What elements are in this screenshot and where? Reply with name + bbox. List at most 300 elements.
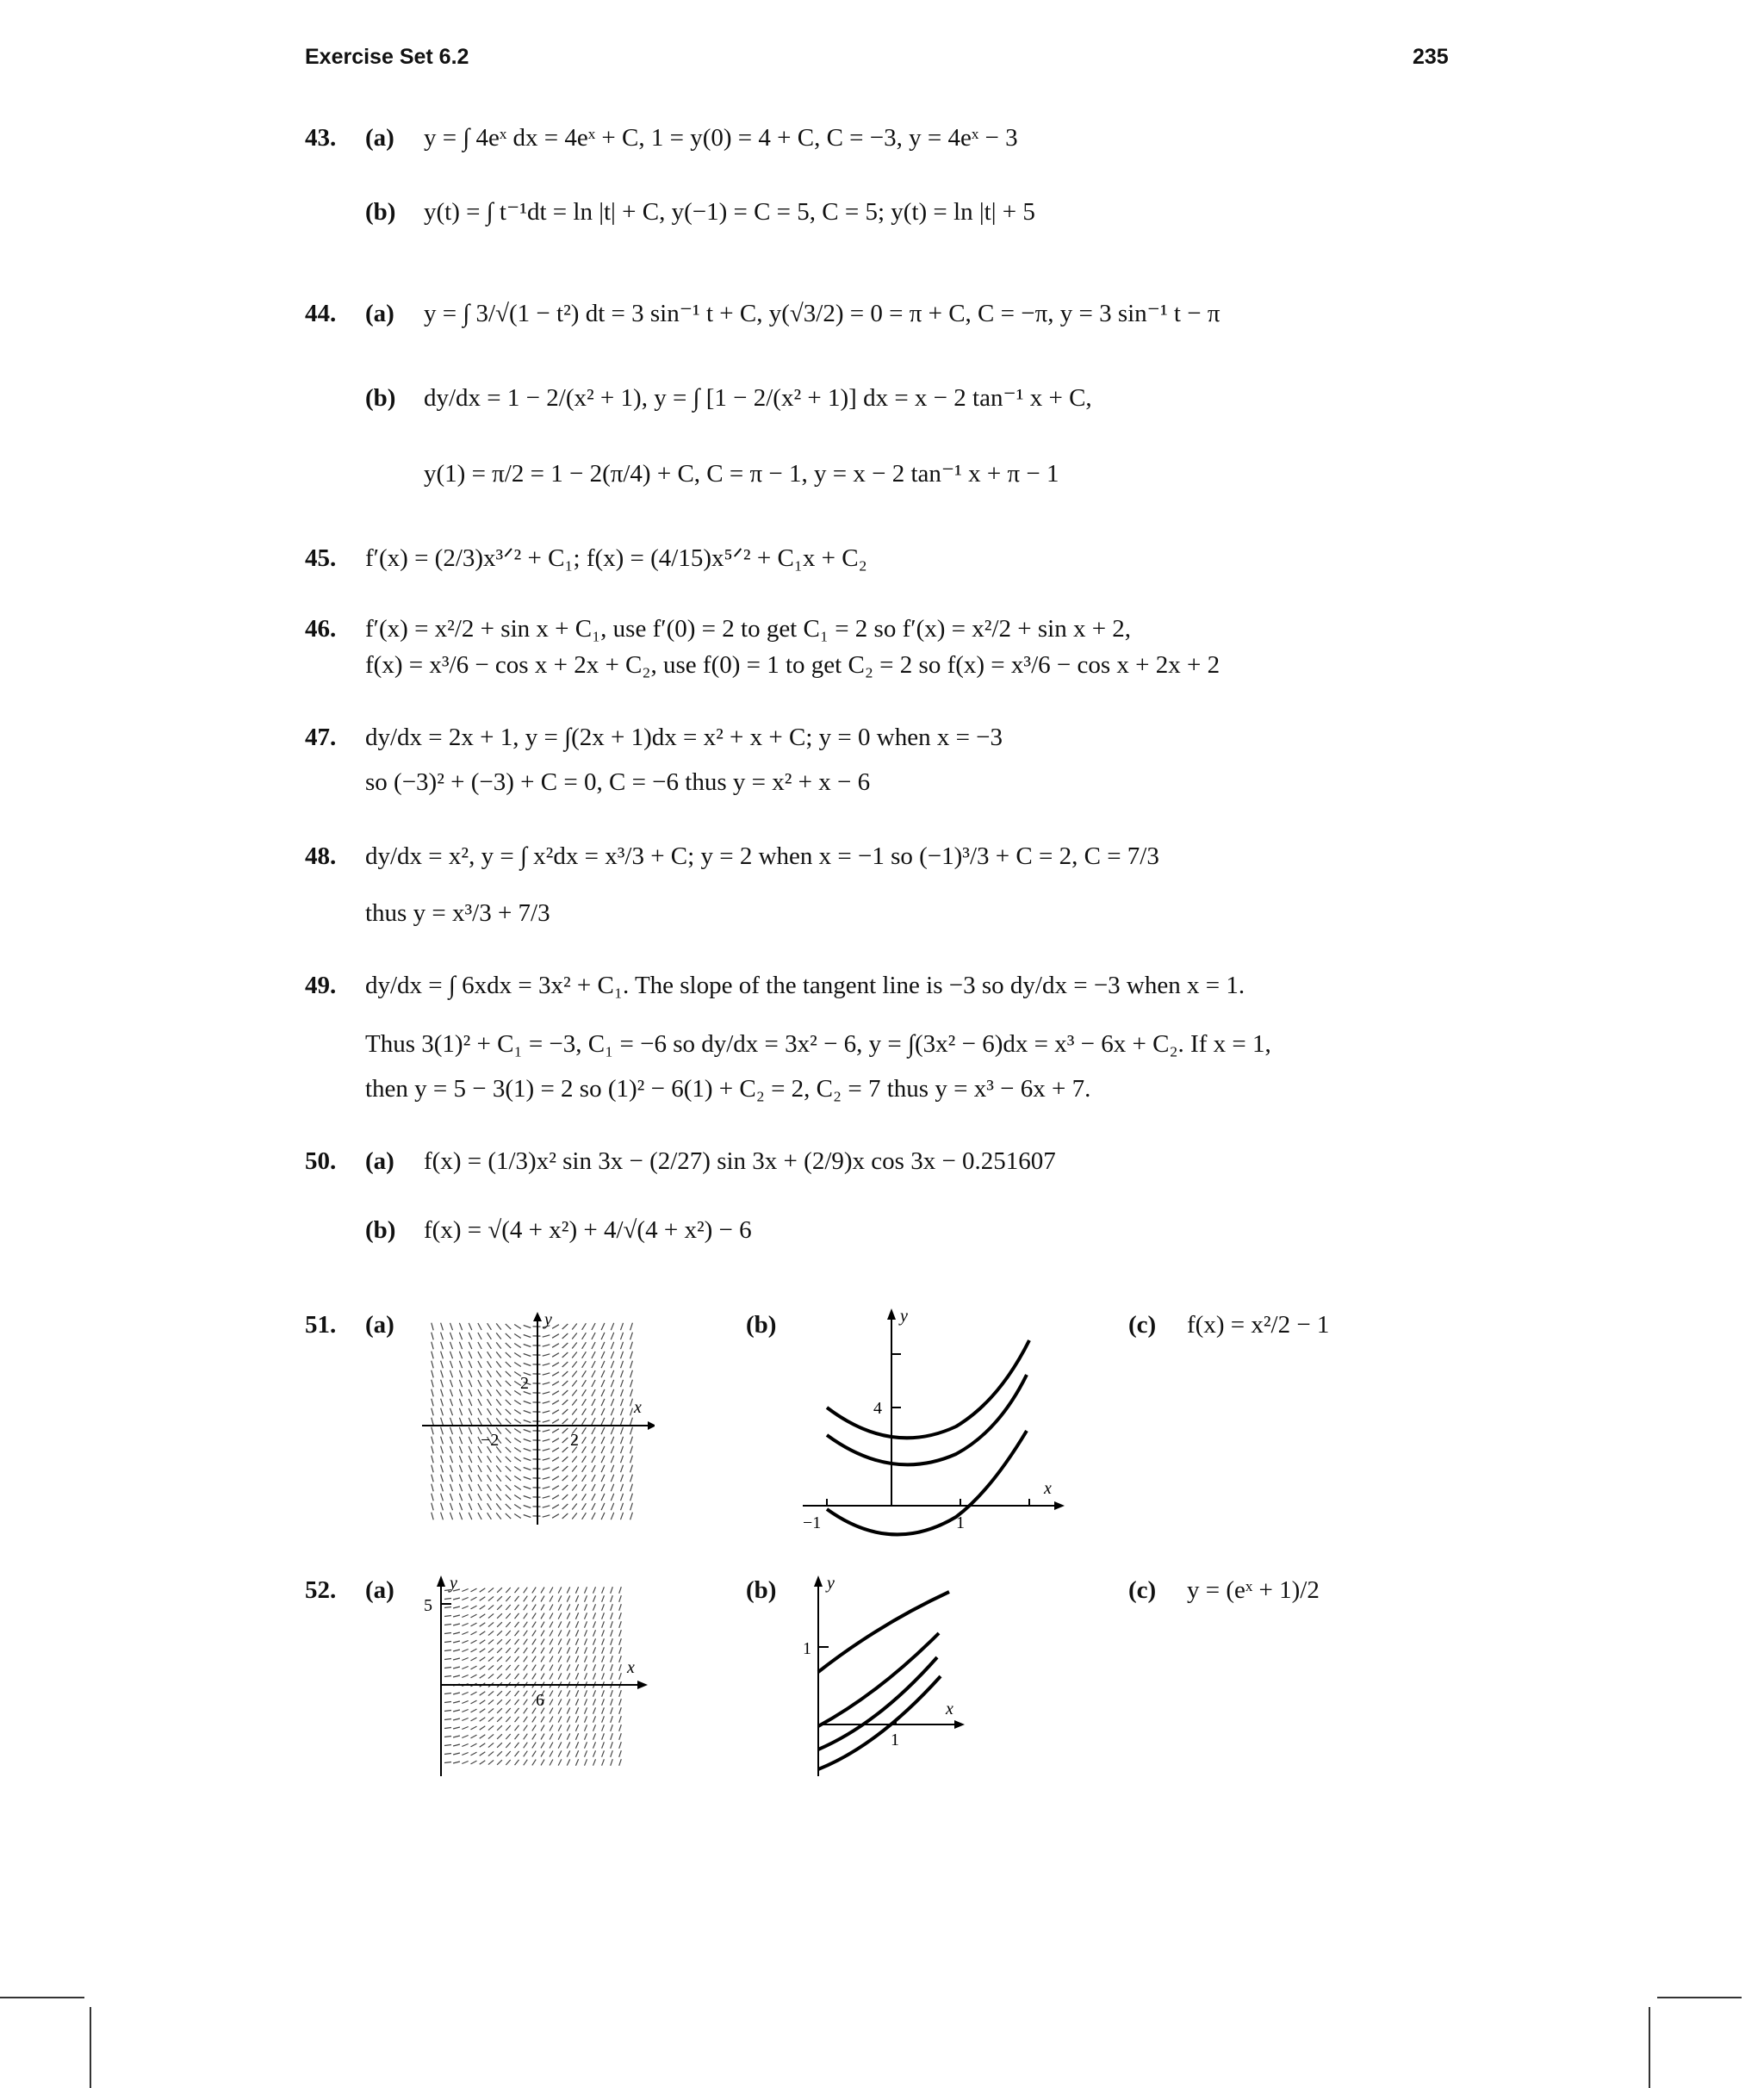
slope-segment bbox=[575, 1647, 578, 1653]
slope-segment bbox=[550, 1613, 553, 1619]
slope-segment bbox=[469, 1427, 472, 1434]
slope-segment bbox=[592, 1380, 595, 1387]
slope-segment bbox=[459, 1389, 462, 1396]
slope-segment bbox=[602, 1664, 605, 1670]
slope-segment bbox=[619, 1587, 622, 1594]
slope-segment bbox=[488, 1613, 494, 1618]
slope-segment bbox=[611, 1595, 613, 1602]
slope-segment bbox=[592, 1494, 595, 1501]
slope-segment bbox=[611, 1699, 613, 1706]
slope-segment bbox=[432, 1342, 433, 1350]
slope-segment bbox=[444, 1668, 451, 1669]
slope-segment bbox=[593, 1613, 596, 1619]
slope-segment bbox=[462, 1641, 468, 1644]
slope-segment bbox=[575, 1664, 578, 1670]
tick-label: 4 bbox=[873, 1399, 882, 1418]
slope-segment bbox=[515, 1613, 519, 1619]
slope-segment bbox=[575, 1656, 578, 1662]
slope-segment bbox=[562, 1513, 568, 1519]
slope-segment bbox=[532, 1743, 536, 1749]
problem-number: 44. bbox=[305, 300, 337, 327]
slope-segment bbox=[432, 1323, 433, 1331]
slope-segment bbox=[543, 1345, 550, 1346]
slope-segment bbox=[562, 1343, 568, 1348]
slope-segment bbox=[441, 1456, 444, 1463]
slope-segment bbox=[541, 1631, 544, 1637]
slope-segment bbox=[478, 1361, 481, 1368]
slope-segment bbox=[558, 1604, 562, 1610]
slope-segment bbox=[552, 1410, 559, 1414]
slope-segment bbox=[462, 1762, 468, 1764]
slope-segment bbox=[478, 1370, 481, 1377]
slope-segment bbox=[567, 1604, 569, 1610]
slope-segment bbox=[462, 1701, 468, 1704]
slope-segment bbox=[630, 1418, 633, 1426]
slope-segment bbox=[515, 1743, 519, 1748]
slope-segment bbox=[619, 1759, 622, 1766]
slope-segment bbox=[567, 1647, 569, 1653]
slope-segment bbox=[550, 1751, 553, 1757]
slope-segment bbox=[601, 1513, 605, 1519]
slope-segment bbox=[471, 1597, 477, 1600]
slope-segment bbox=[558, 1724, 562, 1731]
crop-mark bbox=[0, 1997, 84, 1998]
slope-segment bbox=[450, 1370, 453, 1377]
slope-segment bbox=[450, 1494, 453, 1501]
slope-segment bbox=[506, 1513, 511, 1519]
slope-segment bbox=[524, 1354, 531, 1357]
slope-segment bbox=[602, 1690, 605, 1696]
solution-line: dy/dx = x², y = ∫ x²dx = x³/3 + C; y = 2 when x = −1 so (−1)³/3 + C = 2, C = 7/3 bbox=[365, 842, 1159, 870]
slope-segment bbox=[432, 1333, 433, 1340]
slope-segment bbox=[593, 1699, 596, 1705]
slope-segment bbox=[469, 1361, 472, 1368]
slope-segment bbox=[602, 1656, 605, 1662]
slope-segment bbox=[453, 1658, 460, 1660]
slope-field-51a bbox=[422, 1309, 655, 1525]
slope-segment bbox=[630, 1465, 633, 1473]
slope-segment bbox=[611, 1361, 613, 1368]
slope-segment bbox=[497, 1665, 502, 1670]
slope-segment bbox=[582, 1323, 587, 1330]
slope-segment bbox=[611, 1742, 613, 1749]
slope-segment bbox=[444, 1650, 451, 1651]
slope-segment bbox=[453, 1727, 460, 1729]
slope-segment bbox=[562, 1390, 568, 1395]
slope-segment bbox=[552, 1353, 559, 1358]
slope-segment bbox=[450, 1333, 453, 1339]
slope-segment bbox=[453, 1762, 460, 1763]
slope-segment bbox=[575, 1699, 578, 1705]
slope-segment bbox=[558, 1742, 562, 1748]
slope-segment bbox=[506, 1648, 510, 1653]
slope-segment bbox=[469, 1352, 472, 1358]
slope-segment bbox=[514, 1334, 521, 1339]
slope-segment bbox=[621, 1333, 624, 1339]
solution-line: f(x) = x²/2 − 1 bbox=[1187, 1311, 1330, 1339]
slope-segment bbox=[593, 1733, 596, 1739]
slope-segment bbox=[550, 1656, 553, 1662]
slope-segment bbox=[592, 1456, 595, 1463]
part-label: (b) bbox=[365, 384, 396, 412]
slope-segment bbox=[496, 1370, 501, 1376]
slope-segment bbox=[444, 1599, 451, 1600]
slope-segment bbox=[572, 1409, 577, 1415]
slope-segment bbox=[524, 1411, 531, 1414]
slope-segment bbox=[619, 1630, 622, 1637]
slope-segment bbox=[611, 1427, 613, 1434]
slope-segment bbox=[619, 1733, 622, 1740]
slope-segment bbox=[611, 1437, 613, 1444]
slope-segment bbox=[506, 1343, 511, 1348]
slope-segment bbox=[541, 1656, 544, 1662]
slope-segment bbox=[619, 1595, 622, 1602]
slope-segment bbox=[630, 1380, 633, 1388]
slope-segment bbox=[582, 1503, 587, 1510]
slope-segment bbox=[567, 1630, 569, 1636]
slope-segment bbox=[524, 1674, 528, 1680]
slope-segment bbox=[450, 1418, 453, 1425]
slope-segment bbox=[441, 1503, 444, 1511]
slope-segment bbox=[543, 1411, 550, 1413]
tick-label: 2 bbox=[570, 1431, 579, 1450]
slope-segment bbox=[601, 1333, 605, 1339]
slope-segment bbox=[441, 1342, 444, 1350]
slope-segment bbox=[469, 1456, 472, 1463]
slope-segment bbox=[611, 1389, 613, 1396]
slope-segment bbox=[497, 1674, 502, 1679]
slope-segment bbox=[478, 1494, 481, 1501]
slope-segment bbox=[575, 1604, 578, 1610]
slope-segment bbox=[552, 1439, 559, 1443]
slope-segment bbox=[593, 1724, 596, 1731]
solution-line: y(t) = ∫ t⁻¹dt = ln |t| + C, y(−1) = C = 5, C = 5; y(t) = ln |t| + 5 bbox=[424, 198, 1035, 226]
slope-segment bbox=[582, 1399, 587, 1406]
slope-segment bbox=[515, 1734, 519, 1739]
slope-segment bbox=[593, 1690, 596, 1696]
page-number: 235 bbox=[1413, 45, 1449, 69]
slope-segment bbox=[558, 1716, 562, 1722]
slope-segment bbox=[496, 1380, 501, 1386]
slope-segment bbox=[524, 1335, 531, 1338]
slope-segment bbox=[585, 1638, 587, 1644]
slope-segment bbox=[592, 1437, 595, 1444]
slope-segment bbox=[567, 1690, 569, 1696]
slope-segment bbox=[488, 1475, 492, 1482]
slope-segment bbox=[469, 1465, 472, 1472]
slope-segment bbox=[601, 1370, 605, 1377]
slope-segment bbox=[592, 1342, 595, 1349]
slope-segment bbox=[515, 1665, 519, 1670]
slope-segment bbox=[524, 1449, 531, 1451]
slope-segment bbox=[543, 1439, 550, 1441]
slope-segment bbox=[602, 1750, 605, 1756]
slope-segment bbox=[471, 1657, 477, 1661]
solution-line: f(x) = (1/3)x² sin 3x − (2/27) sin 3x + (2/9)x cos 3x − 0.251607 bbox=[424, 1147, 1056, 1175]
slope-segment bbox=[619, 1690, 622, 1697]
slope-segment bbox=[611, 1716, 613, 1723]
part-label: (b) bbox=[365, 198, 396, 226]
slope-segment bbox=[488, 1743, 494, 1747]
slope-segment bbox=[453, 1693, 460, 1694]
slope-segment bbox=[630, 1333, 633, 1340]
slope-segment bbox=[582, 1513, 587, 1519]
slope-segment bbox=[592, 1389, 595, 1396]
slope-segment bbox=[441, 1399, 444, 1407]
slope-segment bbox=[611, 1418, 613, 1425]
slope-segment bbox=[524, 1345, 531, 1347]
slope-segment bbox=[601, 1475, 605, 1482]
slope-segment bbox=[532, 1674, 536, 1680]
slope-segment bbox=[488, 1465, 492, 1472]
slope-segment bbox=[562, 1476, 568, 1481]
slope-segment bbox=[515, 1751, 519, 1756]
slope-segment bbox=[601, 1399, 605, 1406]
slope-segment bbox=[541, 1665, 544, 1671]
slope-segment bbox=[488, 1399, 492, 1406]
slope-segment bbox=[462, 1624, 468, 1626]
slope-segment bbox=[441, 1380, 444, 1388]
slope-segment bbox=[593, 1595, 596, 1601]
slope-segment bbox=[532, 1751, 536, 1757]
slope-segment bbox=[585, 1621, 587, 1627]
slope-segment bbox=[585, 1604, 587, 1610]
slope-segment bbox=[532, 1596, 536, 1602]
slope-segment bbox=[514, 1495, 521, 1500]
slope-segment bbox=[524, 1430, 531, 1432]
slope-segment bbox=[496, 1475, 501, 1481]
slope-segment bbox=[480, 1614, 486, 1619]
slope-segment bbox=[432, 1427, 433, 1435]
slope-segment bbox=[459, 1437, 462, 1444]
slope-segment bbox=[543, 1449, 550, 1451]
slope-segment bbox=[552, 1467, 559, 1471]
slope-segment bbox=[621, 1352, 624, 1358]
slope-segment bbox=[592, 1333, 595, 1339]
slope-segment bbox=[497, 1613, 502, 1619]
slope-segment bbox=[450, 1513, 453, 1519]
slope-segment bbox=[441, 1370, 444, 1378]
slope-segment bbox=[444, 1728, 451, 1729]
slope-segment bbox=[630, 1361, 633, 1369]
slope-segment bbox=[506, 1596, 510, 1601]
slope-segment bbox=[450, 1465, 453, 1472]
axis-label-y: y bbox=[900, 1307, 908, 1326]
part-label: (c) bbox=[1128, 1576, 1157, 1604]
slope-segment bbox=[469, 1494, 472, 1501]
slope-segment bbox=[611, 1733, 613, 1740]
slope-segment bbox=[567, 1673, 569, 1679]
slope-segment bbox=[506, 1333, 511, 1339]
slope-segment bbox=[515, 1588, 519, 1593]
slope-segment bbox=[582, 1475, 587, 1482]
slope-segment bbox=[462, 1632, 468, 1635]
slope-segment bbox=[471, 1752, 477, 1756]
slope-segment bbox=[524, 1639, 528, 1645]
slope-segment bbox=[602, 1604, 605, 1610]
slope-segment bbox=[621, 1408, 624, 1415]
solution-curves-52b bbox=[801, 1573, 973, 1780]
slope-segment bbox=[488, 1639, 494, 1644]
slope-segment bbox=[488, 1456, 492, 1463]
slope-segment bbox=[480, 1761, 486, 1765]
slope-segment bbox=[496, 1484, 501, 1490]
slope-segment bbox=[506, 1428, 511, 1433]
slope-segment bbox=[496, 1456, 501, 1462]
slope-segment bbox=[453, 1701, 460, 1703]
slope-segment bbox=[459, 1484, 462, 1491]
slope-segment bbox=[524, 1613, 528, 1619]
slope-segment bbox=[602, 1595, 605, 1601]
slope-segment bbox=[582, 1361, 587, 1368]
slope-segment bbox=[592, 1475, 595, 1482]
problem-number: 48. bbox=[305, 842, 337, 870]
problem-number: 43. bbox=[305, 124, 337, 152]
slope-segment bbox=[562, 1495, 568, 1500]
slope-segment bbox=[550, 1717, 553, 1723]
slope-segment bbox=[592, 1427, 595, 1434]
slope-segment bbox=[562, 1333, 568, 1339]
slope-segment bbox=[567, 1613, 569, 1619]
slope-segment bbox=[524, 1665, 528, 1671]
tick-label: 1 bbox=[891, 1731, 899, 1749]
slope-segment bbox=[567, 1724, 569, 1731]
slope-segment bbox=[506, 1717, 510, 1722]
slope-segment bbox=[480, 1597, 486, 1601]
slope-segment bbox=[488, 1361, 492, 1368]
slope-segment bbox=[450, 1456, 453, 1463]
slope-segment bbox=[453, 1606, 460, 1608]
slope-segment bbox=[497, 1734, 502, 1739]
slope-segment bbox=[575, 1638, 578, 1644]
slope-segment bbox=[611, 1323, 613, 1330]
slope-segment bbox=[572, 1343, 577, 1349]
slope-segment bbox=[514, 1420, 521, 1424]
slope-segment bbox=[488, 1605, 494, 1609]
slope-segment bbox=[459, 1323, 462, 1330]
slope-segment bbox=[552, 1448, 559, 1452]
slope-segment bbox=[432, 1465, 433, 1473]
slope-segment bbox=[543, 1487, 550, 1488]
slope-segment bbox=[496, 1465, 501, 1471]
slope-segment bbox=[471, 1709, 477, 1712]
slope-segment bbox=[619, 1664, 622, 1671]
slope-segment bbox=[506, 1639, 510, 1644]
slope-segment bbox=[496, 1352, 501, 1358]
slope-segment bbox=[630, 1399, 633, 1407]
slope-segment bbox=[550, 1588, 553, 1594]
slope-segment bbox=[593, 1647, 596, 1653]
slope-segment bbox=[506, 1504, 511, 1509]
axis-label-y: y bbox=[544, 1310, 552, 1329]
slope-segment bbox=[611, 1342, 613, 1349]
slope-segment bbox=[506, 1674, 510, 1679]
slope-segment bbox=[432, 1446, 433, 1454]
slope-segment bbox=[488, 1674, 494, 1678]
problem-number: 49. bbox=[305, 972, 337, 999]
slope-segment bbox=[543, 1506, 550, 1507]
slope-segment bbox=[459, 1503, 462, 1510]
slope-segment bbox=[621, 1370, 624, 1377]
slope-segment bbox=[488, 1760, 494, 1764]
solution-line: f′(x) = (2/3)x³ᐟ² + C₁; f(x) = (4/15)x⁵ᐟ² + C₁x + C₂ bbox=[365, 544, 867, 572]
slope-segment bbox=[585, 1595, 587, 1601]
tick-label: 6 bbox=[536, 1691, 544, 1710]
slope-segment bbox=[496, 1494, 501, 1500]
slope-segment bbox=[575, 1724, 578, 1731]
slope-segment bbox=[572, 1390, 577, 1396]
slope-segment bbox=[441, 1323, 444, 1331]
slope-segment bbox=[480, 1726, 486, 1731]
slope-segment bbox=[480, 1631, 486, 1636]
slope-segment bbox=[471, 1743, 477, 1747]
slope-segment bbox=[611, 1647, 613, 1654]
slope-segment bbox=[488, 1503, 492, 1510]
slope-segment bbox=[480, 1735, 486, 1739]
slope-segment bbox=[552, 1334, 559, 1339]
slope-segment bbox=[462, 1710, 468, 1712]
slope-segment bbox=[462, 1753, 468, 1756]
slope-segment bbox=[432, 1361, 433, 1369]
slope-segment bbox=[478, 1418, 481, 1425]
slope-segment bbox=[575, 1595, 578, 1601]
slope-segment bbox=[524, 1717, 528, 1723]
slope-segment bbox=[471, 1700, 477, 1704]
slope-segment bbox=[480, 1709, 486, 1713]
slope-segment bbox=[462, 1650, 468, 1652]
slope-segment bbox=[575, 1690, 578, 1696]
slope-segment bbox=[432, 1418, 433, 1426]
slope-segment bbox=[462, 1693, 468, 1695]
slope-segment bbox=[506, 1476, 511, 1481]
slope-segment bbox=[611, 1408, 613, 1415]
slope-segment bbox=[506, 1447, 511, 1452]
slope-segment bbox=[558, 1750, 562, 1756]
slope-segment bbox=[488, 1622, 494, 1626]
slope-segment bbox=[524, 1648, 528, 1654]
slope-segment bbox=[562, 1381, 568, 1386]
slope-segment bbox=[462, 1675, 468, 1678]
slope-segment bbox=[621, 1427, 624, 1434]
slope-segment bbox=[515, 1648, 519, 1653]
slope-segment bbox=[592, 1370, 595, 1377]
slope-segment bbox=[602, 1733, 605, 1739]
slope-segment bbox=[592, 1323, 595, 1330]
slope-segment bbox=[514, 1439, 521, 1443]
slope-segment bbox=[441, 1333, 444, 1340]
slope-segment bbox=[550, 1700, 553, 1706]
slope-segment bbox=[488, 1380, 492, 1387]
slope-segment bbox=[497, 1708, 502, 1713]
slope-segment bbox=[611, 1621, 613, 1628]
slope-segment bbox=[593, 1587, 596, 1593]
slope-segment bbox=[450, 1503, 453, 1510]
slope-segment bbox=[497, 1656, 502, 1662]
slope-segment bbox=[450, 1437, 453, 1444]
slope-segment bbox=[550, 1708, 553, 1714]
slope-segment bbox=[611, 1656, 613, 1662]
solution-line: y = ∫ 3/√(1 − t²) dt = 3 sin⁻¹ t + C, y(√3/2) = 0 = π + C, C = −π, y = 3 sin⁻¹ t − π bbox=[424, 300, 1221, 327]
slope-segment bbox=[488, 1717, 494, 1721]
slope-segment bbox=[506, 1708, 510, 1713]
slope-segment bbox=[496, 1342, 501, 1348]
slope-segment bbox=[572, 1333, 577, 1339]
slope-segment bbox=[480, 1700, 486, 1705]
slope-segment bbox=[552, 1476, 559, 1481]
slope-segment bbox=[619, 1699, 622, 1706]
slope-segment bbox=[543, 1373, 550, 1375]
slope-segment bbox=[471, 1606, 477, 1609]
